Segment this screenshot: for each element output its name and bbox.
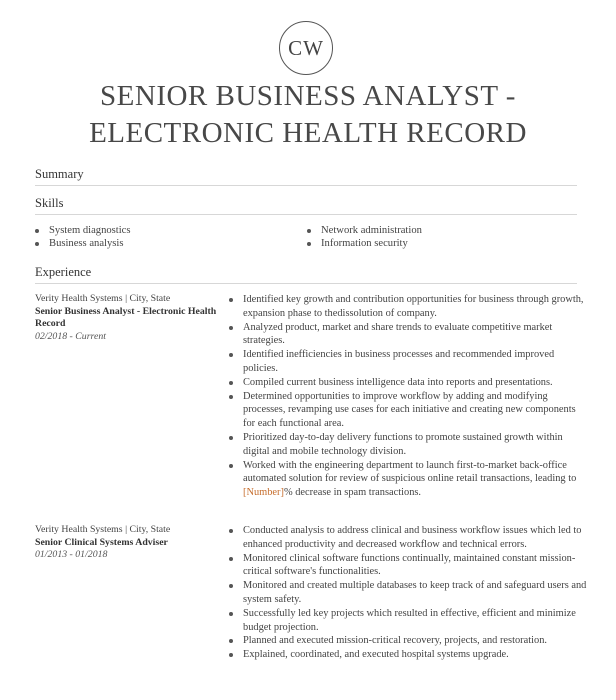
job-bullet: Conducted analysis to address clinical and business workflow issues which led to enhanced productivity and decreased workflow and technical errors. [229,524,589,552]
job-meta-1 [35,293,220,343]
skill-item: System diagnostics [35,224,131,237]
resume-title-line-1: SENIOR BUSINESS ANALYST - [100,80,516,112]
job-bullet: Monitored and created multiple databases to keep track of and safeguard users and system safety. [229,579,589,607]
monogram-badge [279,21,333,75]
job-company: Verity Health Systems | City, State [35,524,171,535]
job-dates: 02/2018 - Current [35,330,106,342]
skill-item: Information security [307,237,422,250]
job-bullet: Successfully led key projects which resulted in effective, efficient and minimize budget projection. [229,607,589,635]
job-bullets-2 [229,524,589,662]
job-bullet-text: Worked with the engineering department to launch first-to-market back-office automated solution for review of suspicious online retail transactions, leading to [243,459,577,485]
job-bullet-text: % decrease in spam transactions. [283,487,422,499]
skill-item: Business analysis [35,237,131,250]
job-bullet: Identified inefficiencies in business processes and recommended improved policies. [229,348,589,376]
job-bullet: Compiled current business intelligence data into reports and presentations. [229,376,589,390]
job-bullet: Explained, coordinated, and executed hospital systems upgrade. [229,648,589,662]
job-bullet: Identified key growth and contribution opportunities for business through growth, expansion phase to thedissolution of company. [229,293,589,321]
job-bullet: Prioritized day-to-day delivery functions to promote sustained growth within digital and mobile technology division. [229,431,589,459]
job-bullet: Determined opportunities to improve workflow by adding and modifying processes, revamping use cases for each initiative and creating new components for each functional area. [229,390,589,431]
job-title: Senior Clinical Systems Adviser [35,536,168,548]
section-divider-experience [35,283,577,284]
job-bullet: Analyzed product, market and share trends to evaluate competitive market strategies. [229,321,589,349]
resume-title [0,78,616,152]
section-heading-summary: Summary [35,167,84,181]
resume-title-line-2: ELECTRONIC HEALTH RECORD [89,117,527,149]
job-meta-2 [35,524,220,562]
job-company: Verity Health Systems | City, State [35,293,171,304]
section-divider-skills [35,214,577,215]
job-bullet [229,459,589,500]
skills-list-left [35,224,131,250]
section-divider-summary [35,185,577,186]
job-bullet: Monitored clinical software functions continually, maintained constant mission-critical software's functionalities. [229,552,589,580]
section-heading-experience: Experience [35,265,92,279]
job-title: Senior Business Analyst - Electronic Health Record [35,305,217,329]
monogram-text: CW [288,35,324,60]
job-bullet: Planned and executed mission-critical recovery, projects, and restoration. [229,634,589,648]
job-dates: 01/2013 - 01/2018 [35,549,108,560]
section-heading-skills: Skills [35,196,64,210]
skill-item: Network administration [307,224,422,237]
job-bullets-1 [229,293,589,500]
skills-list-right [307,224,422,250]
placeholder-number: [Number] [243,487,284,499]
